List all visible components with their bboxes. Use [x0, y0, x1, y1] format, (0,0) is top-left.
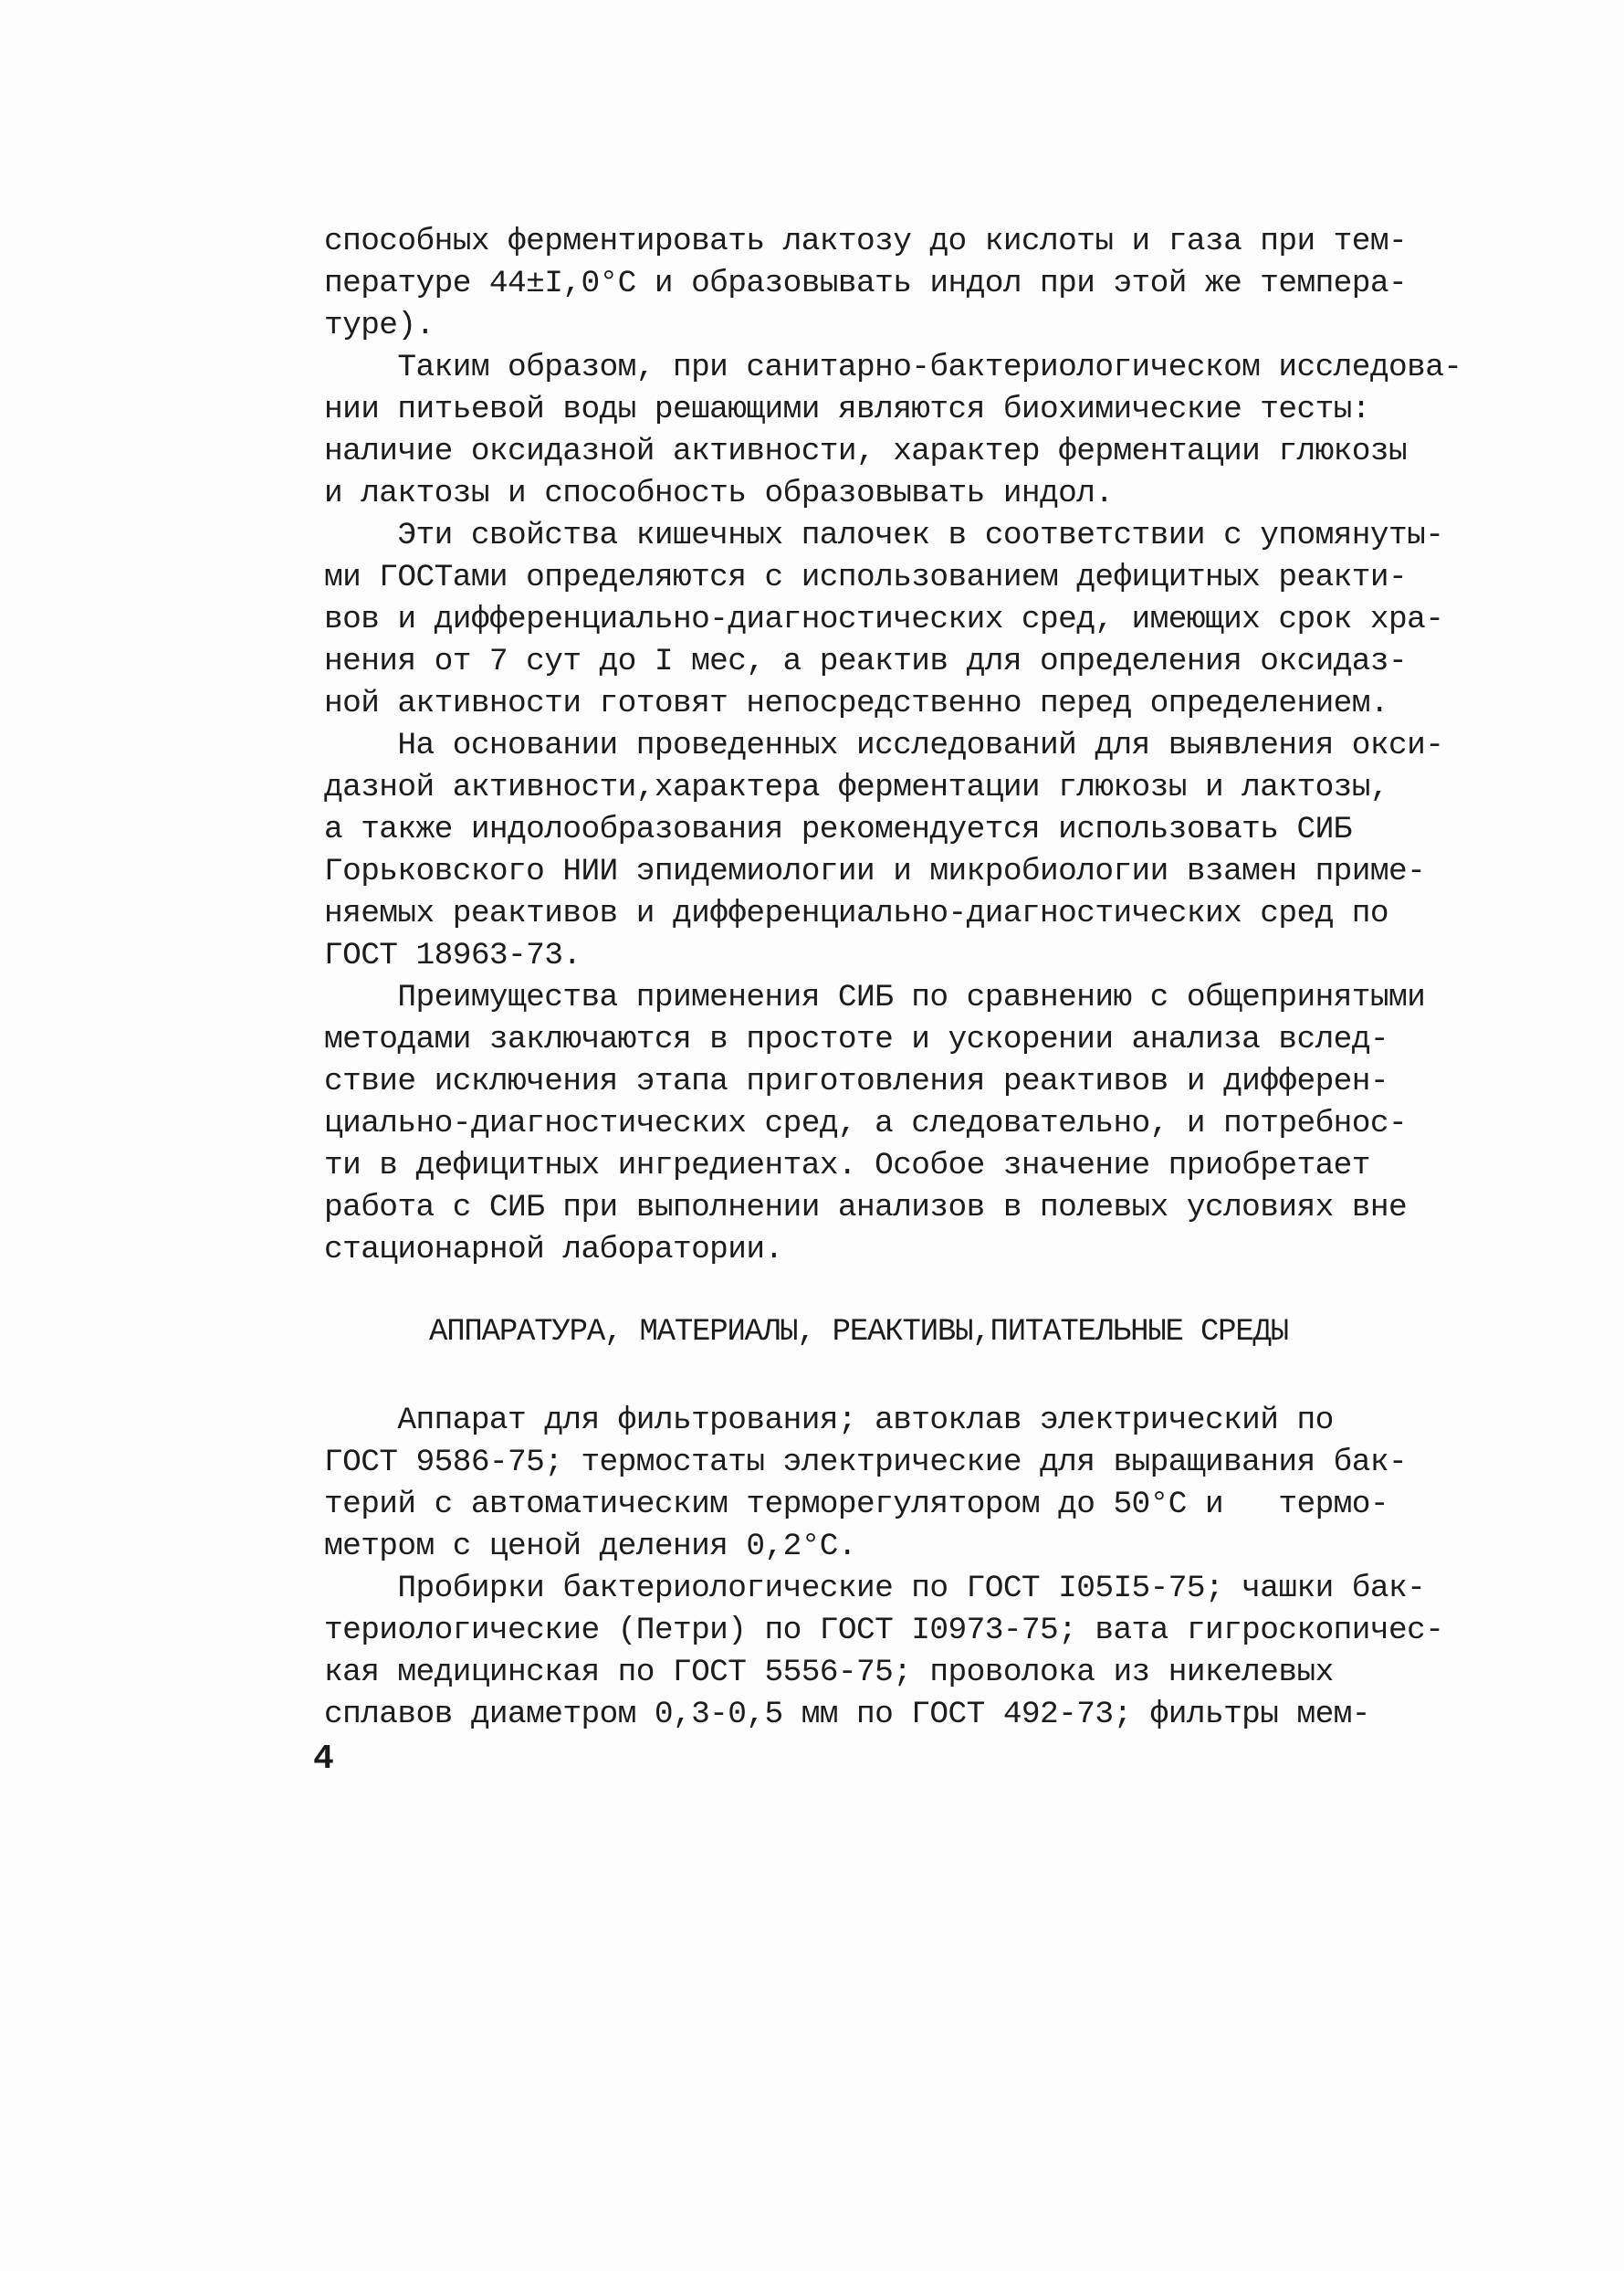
- text-line: туре).: [324, 308, 435, 343]
- text-line: способных ферментировать лактозу до кислоты и газа при тем-: [324, 224, 1408, 259]
- text-line: работа с СИБ при выполнении анализов в полевых условиях вне: [324, 1190, 1408, 1225]
- text-line: нии питьевой воды решающими являются биохимические тесты:: [324, 392, 1370, 427]
- text-line: Преимущества применения СИБ по сравнению с общепринятыми: [324, 980, 1426, 1015]
- text-line: терий с автоматическим терморегулятором до 50°С и термо-: [324, 1487, 1388, 1522]
- text-line: ствие исключения этапа приготовления реактивов и дифферен-: [324, 1064, 1388, 1099]
- text-line: а также индолообразования рекомендуется использовать СИБ: [324, 812, 1352, 847]
- text-line: кая медицинская по ГОСТ 5556-75; проволока из никелевых: [324, 1655, 1334, 1690]
- body-text-upper: [324, 221, 1462, 1271]
- text-line: териологические (Петри) по ГОСТ I0973-75; вата гигроскопичес-: [324, 1613, 1444, 1648]
- text-line: Горьковского НИИ эпидемиологии и микробиологии взамен приме-: [324, 854, 1426, 889]
- text-line: метром с ценой деления 0,2°С.: [324, 1529, 856, 1564]
- text-line: вов и дифференциально-диагностических сред, имеющих срок хра-: [324, 602, 1444, 637]
- text-line: няемых реактивов и дифференциально-диагностических сред по: [324, 896, 1388, 931]
- text-line: На основании проведенных исследований для выявления окси-: [324, 728, 1444, 763]
- text-line: Пробирки бактериологические по ГОСТ I05I5-75; чашки бак-: [324, 1571, 1426, 1606]
- text-line: ти в дефицитных ингредиентах. Особое значение приобретает: [324, 1148, 1370, 1183]
- section-heading: АППАРАТУРА, МАТЕРИАЛЫ, РЕАКТИВЫ,ПИТАТЕЛЬНЫЕ СРЕДЫ: [429, 1315, 1288, 1350]
- text-line: наличие оксидазной активности, характер ферментации глюкозы: [324, 434, 1408, 469]
- body-text-lower: [324, 1400, 1444, 1736]
- text-line: Таким образом, при санитарно-бактериологическом исследова-: [324, 350, 1462, 385]
- text-line: стационарной лаборатории.: [324, 1232, 783, 1267]
- text-line: пературе 44±I,0°С и образовывать индол при этой же темпера-: [324, 266, 1408, 301]
- text-line: ГОСТ 18963-73.: [324, 938, 581, 973]
- text-line: методами заключаются в простоте и ускорении анализа вслед-: [324, 1022, 1388, 1057]
- text-line: ГОСТ 9586-75; термостаты электрические для выращивания бак-: [324, 1445, 1408, 1480]
- text-line: Аппарат для фильтрования; автоклав электрический по: [324, 1403, 1334, 1438]
- page-number: 4: [313, 1740, 334, 1779]
- text-line: ной активности готовят непосредственно перед определением.: [324, 686, 1388, 721]
- text-line: Эти свойства кишечных палочек в соответствии с упомянуты-: [324, 518, 1444, 553]
- text-line: циально-диагностических сред, а следовательно, и потребнос-: [324, 1106, 1408, 1141]
- text-line: и лактозы и способность образовывать индол.: [324, 476, 1114, 511]
- text-line: сплавов диаметром 0,3-0,5 мм по ГОСТ 492-73; фильтры мем-: [324, 1697, 1370, 1732]
- text-line: нения от 7 сут до I мес, а реактив для определения оксидаз-: [324, 644, 1408, 679]
- text-line: ми ГОСТами определяются с использованием дефицитных реакти-: [324, 560, 1408, 595]
- text-line: дазной активности,характера ферментации глюкозы и лактозы,: [324, 770, 1388, 805]
